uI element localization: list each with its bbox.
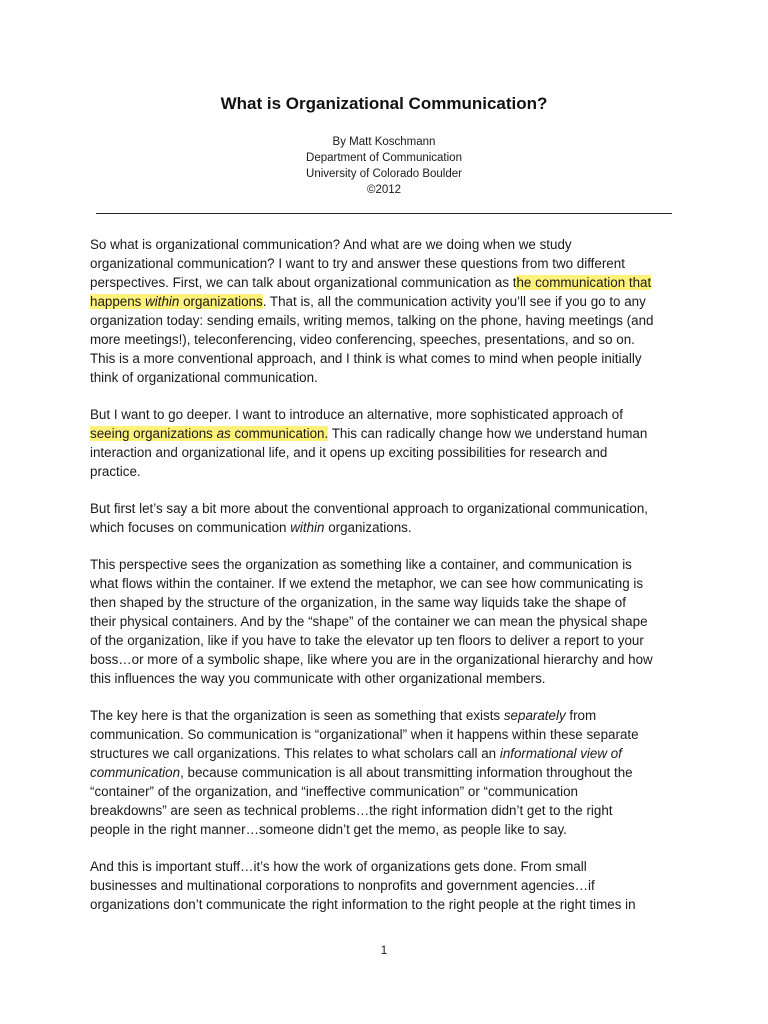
text-line: [90, 669, 690, 688]
paragraph: [90, 405, 690, 481]
highlighted-text: he communication that: [516, 275, 652, 290]
text-segment: from: [565, 708, 597, 723]
text-line: [90, 254, 690, 273]
paragraph-gap: [90, 387, 690, 405]
text-segment: think of organizational communication.: [90, 370, 318, 385]
paragraph: [90, 857, 690, 914]
text-line: [90, 292, 690, 311]
text-segment: people in the right manner…someone didn’t get the memo, as people like to say.: [90, 822, 567, 837]
highlighted-text: as: [216, 426, 231, 441]
text-segment: organization today: sending emails, writing memos, talking on the phone, having meetings (and: [90, 313, 654, 328]
text-segment: what flows within the container. If we extend the metaphor, we can see how communicating is: [90, 576, 644, 591]
text-segment: But first let’s say a bit more about the conventional approach to organizational communication,: [90, 501, 649, 516]
text-segment: The key here is that the organization is seen as something that exists: [90, 708, 504, 723]
text-line: [90, 462, 690, 481]
text-segment: “container” of the organization, and “ineffective communication” or “communication: [90, 784, 579, 799]
text-segment: So what is organizational communication? And what are we doing when we study: [90, 237, 572, 252]
author-line: By Matt Koschmann: [332, 136, 436, 148]
document-body: [90, 235, 690, 914]
italic-text: informational view of: [499, 746, 622, 761]
text-line: [90, 349, 690, 368]
text-segment: practice.: [90, 464, 141, 479]
university-line: University of Colorado Boulder: [306, 168, 462, 180]
text-line: [90, 612, 690, 631]
paragraph-gap: [90, 688, 690, 706]
text-segment: more meetings!), teleconferencing, video conferencing, speeches, presentations, and so on.: [90, 332, 635, 347]
italic-text: separately: [503, 708, 566, 723]
text-line: [90, 499, 690, 518]
text-segment: perspectives. First, we can talk about organizational communication as t: [90, 275, 517, 290]
document-title: What is Organizational Communication?: [220, 94, 548, 113]
page-number: 1: [380, 943, 388, 957]
text-segment: businesses and multinational corporations to nonprofits and government agencies…if: [90, 878, 595, 893]
byline: [0, 134, 768, 198]
highlighted-text: within: [145, 294, 180, 309]
text-segment: this influences the way you communicate with other organizational members.: [90, 671, 546, 686]
text-line: [90, 650, 690, 669]
italic-text: within: [290, 520, 325, 535]
text-line: [90, 405, 690, 424]
text-segment: their physical containers. And by the “shape” of the container we can mean the physical shape: [90, 614, 648, 629]
text-line: [90, 857, 690, 876]
text-line: [90, 706, 690, 725]
text-line: [90, 443, 690, 462]
text-segment: breakdowns” are seen as technical problems…the right information didn’t get to the right: [90, 803, 613, 818]
text-segment: then shaped by the structure of the organization, in the same way liquids take the shape of: [90, 595, 626, 610]
paragraph: [90, 706, 690, 839]
paragraph-gap: [90, 481, 690, 499]
italic-text: communication: [90, 765, 181, 780]
text-line: [90, 763, 690, 782]
department-line: Department of Communication: [306, 152, 462, 164]
text-segment: communication. So communication is “organizational” when it happens within these separate: [90, 727, 639, 742]
text-line: [90, 725, 690, 744]
text-segment: , because communication is all about transmitting information throughout the: [180, 765, 633, 780]
text-line: [90, 311, 690, 330]
copyright-line: ©2012: [366, 184, 402, 196]
text-line: [90, 330, 690, 349]
paragraph: [90, 499, 690, 537]
text-segment: interaction and organizational life, and it opens up exciting possibilities for research and: [90, 445, 608, 460]
paragraph-gap: [90, 839, 690, 857]
text-line: [90, 593, 690, 612]
text-line: [90, 876, 690, 895]
text-line: [90, 273, 690, 292]
text-segment: which focuses on communication: [90, 520, 291, 535]
text-line: [90, 631, 690, 650]
text-line: [90, 574, 690, 593]
text-segment: organizational communication? I want to try and answer these questions from two different: [90, 256, 625, 271]
text-line: [90, 235, 690, 254]
text-segment: But I want to go deeper. I want to introduce an alternative, more sophisticated approach of: [90, 407, 623, 422]
highlighted-text: happens: [90, 294, 146, 309]
text-segment: This perspective sees the organization as something like a container, and communication is: [90, 557, 632, 572]
text-segment: organizations don’t communicate the right information to the right people at the right times in: [90, 897, 636, 912]
text-line: [90, 518, 690, 537]
text-segment: This is a more conventional approach, and I think is what comes to mind when people initially: [90, 351, 642, 366]
header-divider: [96, 213, 672, 214]
text-segment: . That is, all the communication activity you’ll see if you go to any: [262, 294, 646, 309]
highlighted-text: organizations: [179, 294, 263, 309]
text-segment: of the organization, like if you have to take the elevator up ten floors to deliver a report to your: [90, 633, 644, 648]
text-line: [90, 782, 690, 801]
text-line: [90, 368, 690, 387]
text-segment: organizations.: [324, 520, 412, 535]
text-line: [90, 424, 690, 443]
paragraph: [90, 235, 690, 387]
text-line: [90, 820, 690, 839]
text-line: [90, 801, 690, 820]
text-line: [90, 555, 690, 574]
paragraph-gap: [90, 537, 690, 555]
text-segment: boss…or more of a symbolic shape, like where you are in the organizational hierarchy and how: [90, 652, 653, 667]
text-line: [90, 744, 690, 763]
paragraph: [90, 555, 690, 688]
highlighted-text: communication.: [230, 426, 329, 441]
text-segment: This can radically change how we understand human: [328, 426, 648, 441]
text-segment: structures we call organizations. This relates to what scholars call an: [90, 746, 500, 761]
text-segment: And this is important stuff…it’s how the work of organizations gets done. From small: [90, 859, 587, 874]
text-line: [90, 895, 690, 914]
highlighted-text: seeing organizations: [90, 426, 217, 441]
